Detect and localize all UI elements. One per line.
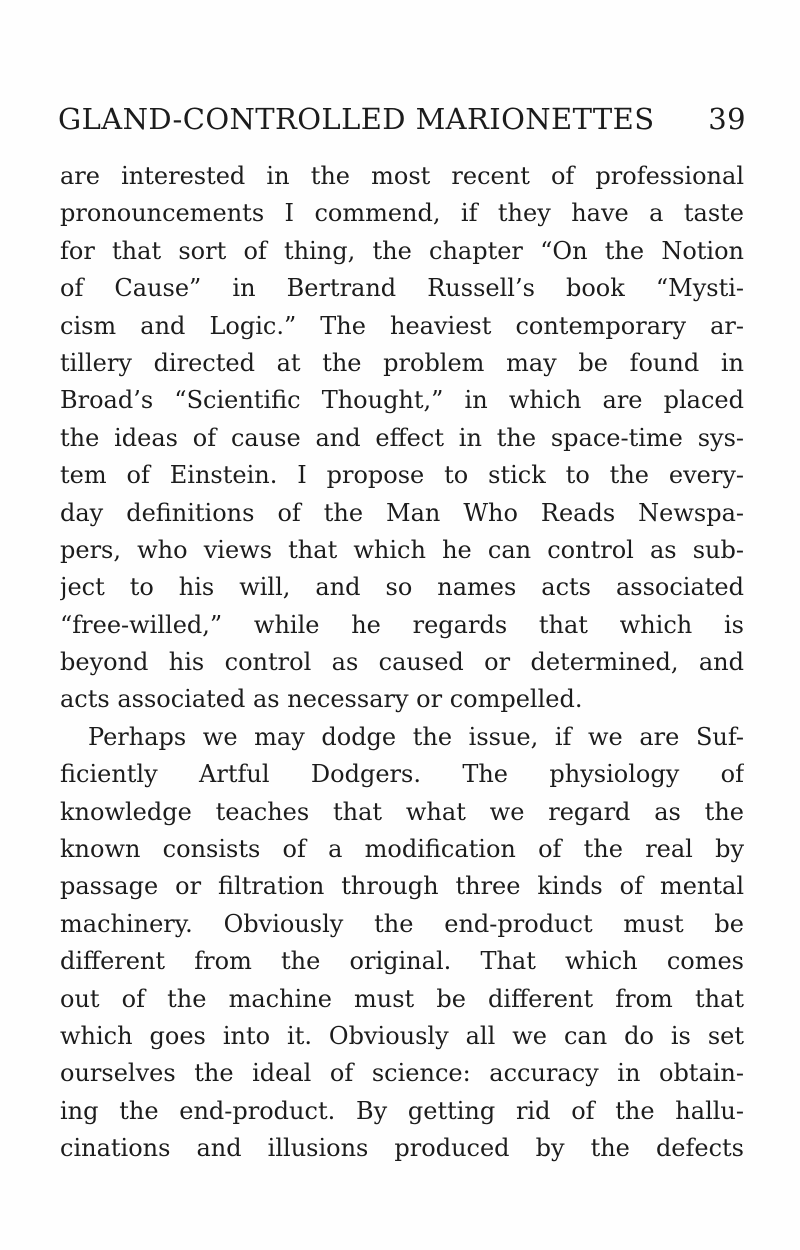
text-line: “free-willed,” while he regards that which is	[60, 610, 744, 639]
text-line: cism and Logic.” The heaviest contemporary ar-	[60, 311, 744, 340]
text-line: pers, who views that which he can control as sub-	[60, 535, 744, 564]
body-text	[60, 158, 744, 1168]
text-line: the ideas of cause and effect in the space-time sys-	[60, 423, 744, 452]
text-line: different from the original. That which comes	[60, 947, 744, 976]
text-line: tem of Einstein. I propose to stick to the every-	[60, 461, 744, 490]
text-line: pronouncements I commend, if they have a taste	[60, 199, 744, 228]
text-line: for that sort of thing, the chapter “On the Notion	[60, 236, 744, 265]
text-line: known consists of a modification of the real by	[60, 835, 744, 864]
text-line: cinations and illusions produced by the defects	[60, 1134, 744, 1163]
text-line: beyond his control as caused or determined, and	[60, 648, 744, 677]
text-line: machinery. Obviously the end-product must be	[60, 909, 744, 938]
text-line: knowledge teaches that what we regard as the	[60, 797, 744, 826]
paragraph-start-line: Perhaps we may dodge the issue, if we are Suf-	[88, 722, 744, 751]
text-line: ing the end-product. By getting rid of the hallu-	[60, 1096, 744, 1125]
text-line: of Cause” in Bertrand Russell’s book “Mysti-	[60, 274, 744, 303]
text-line: are interested in the most recent of professional	[60, 162, 744, 190]
text-line: ficiently Artful Dodgers. The physiology of	[60, 760, 744, 789]
text-line: which goes into it. Obviously all we can do is set	[60, 1021, 744, 1050]
text-line: passage or filtration through three kinds of mental	[60, 872, 744, 901]
text-line: Broad’s “Scientific Thought,” in which are placed	[60, 386, 744, 415]
text-line: ourselves the ideal of science: accuracy in obtain-	[60, 1059, 744, 1088]
paragraph-end-line: acts associated as necessary or compelled.	[60, 685, 583, 714]
running-head	[58, 102, 746, 142]
text-line: day definitions of the Man Who Reads Newspa-	[60, 498, 744, 527]
text-line: tillery directed at the problem may be found in	[60, 348, 744, 377]
page-number: 39	[708, 102, 746, 136]
running-title: GLAND-CONTROLLED MARIONETTES	[58, 102, 655, 136]
text-line: out of the machine must be different from that	[60, 984, 744, 1013]
text-line: ject to his will, and so names acts associated	[60, 573, 744, 602]
